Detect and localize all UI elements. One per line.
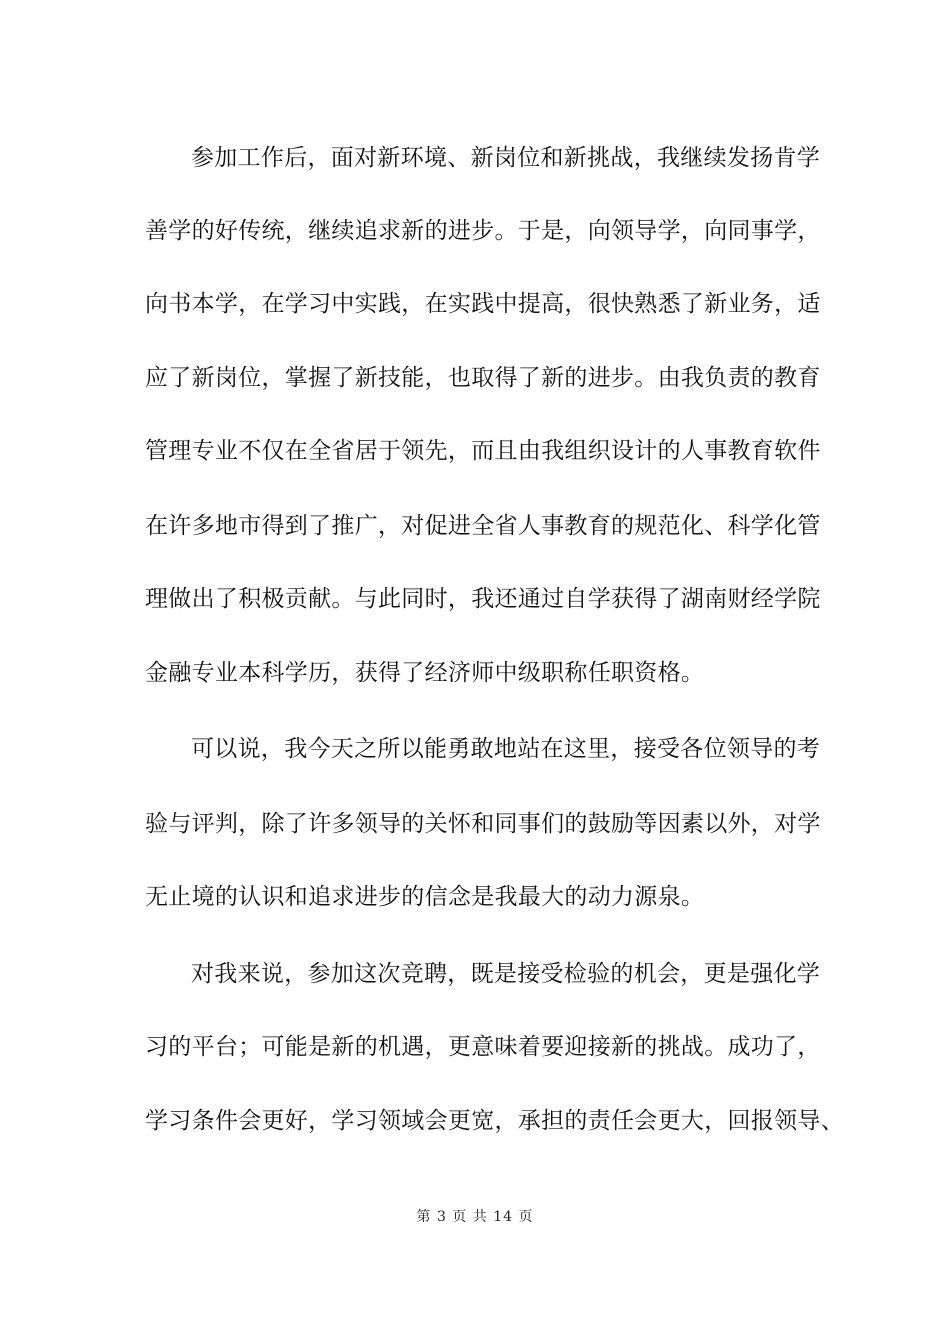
paragraph-1-line-4: 应了新岗位，掌握了新技能，也取得了新的进步。由我负责的教育 [145, 365, 821, 391]
paragraph-1-line-7: 理做出了积极贡献。与此同时，我还通过自学获得了湖南财经学院 [145, 586, 821, 612]
paragraph-3-line-2: 习的平台；可能是新的机遇，更意味着要迎接新的挑战。成功了， [145, 1034, 821, 1060]
paragraph-1-line-8: 金融专业本科学历，获得了经济师中级职称任职资格。 [145, 660, 705, 686]
paragraph-1-line-1: 参加工作后，面对新环境、新岗位和新挑战，我继续发扬肯学 [191, 145, 821, 171]
paragraph-1-line-3: 向书本学，在学习中实践，在实践中提高，很快熟悉了新业务，适 [145, 291, 821, 317]
page-number-text: 第 3 页 共 14 页 [416, 1209, 534, 1225]
page-number-footer [0, 1208, 950, 1226]
paragraph-3-line-3: 学习条件会更好，学习领域会更宽，承担的责任会更大，回报领导、 [145, 1108, 844, 1134]
paragraph-2-line-3: 无止境的认识和追求进步的信念是我最大的动力源泉。 [145, 884, 705, 910]
paragraph-2-line-2: 验与评判，除了许多领导的关怀和同事们的鼓励等因素以外，对学 [145, 811, 821, 837]
paragraph-1-line-5: 管理专业不仅在全省居于领先，而且由我组织设计的人事教育软件 [145, 438, 821, 464]
paragraph-1-line-6: 在许多地市得到了推广，对促进全省人事教育的规范化、科学化管 [145, 513, 821, 539]
paragraph-3-line-1: 对我来说，参加这次竞聘，既是接受检验的机会，更是强化学 [191, 961, 821, 987]
paragraph-1-line-2: 善学的好传统，继续追求新的进步。于是，向领导学，向同事学， [145, 218, 821, 244]
paragraph-2-line-1: 可以说，我今天之所以能勇敢地站在这里，接受各位领导的考 [191, 736, 821, 762]
